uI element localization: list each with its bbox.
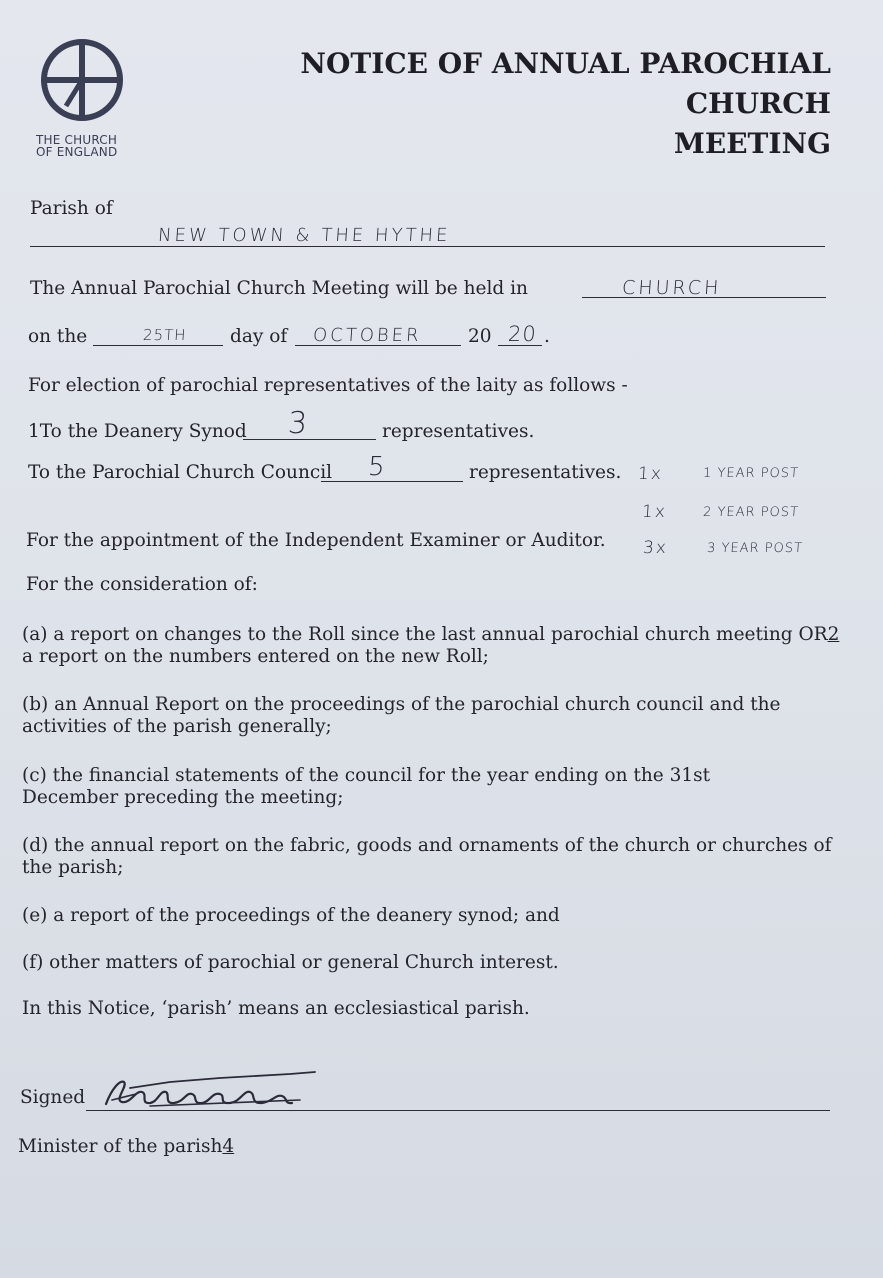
title-line2: MEETING (673, 127, 831, 160)
pcc-value[interactable]: 5 (366, 452, 389, 482)
church-cross-icon (36, 36, 128, 124)
handwritten-signature (100, 1070, 330, 1112)
deanery-underline (243, 439, 376, 440)
year-value[interactable]: 20 (507, 322, 538, 346)
day-of-label: day of (230, 326, 288, 347)
logo-text-line2: OF ENGLAND (36, 145, 118, 159)
consideration-item-d: (d) the annual report on the fabric, goods and ornaments of the church or churches of the parish; (22, 835, 832, 878)
year-prefix: 20 (468, 326, 492, 347)
day-value[interactable]: 25TH (142, 326, 188, 344)
signed-label: Signed (20, 1087, 86, 1108)
signature[interactable] (100, 1070, 330, 1112)
pcc-note-detail-2: 2 YEAR POST (702, 505, 800, 520)
consideration-item-b: (b) an Annual Report on the proceedings of the parochial church council and the activities of the parish generally; (22, 694, 781, 737)
held-in-label: The Annual Parochial Church Meeting will be held in (30, 278, 528, 299)
deanery-suffix: representatives. (382, 421, 535, 442)
day-underline (93, 345, 223, 346)
consideration-item-f: (f) other matters of parochial or general Church interest. (22, 952, 559, 973)
month-value[interactable]: OCTOBER (312, 325, 423, 346)
pcc-note-count-1: 1x (637, 464, 664, 484)
pcc-note-count-3: 3x (642, 538, 669, 558)
title-line1: NOTICE OF ANNUAL PAROCHIAL CHURCH (300, 47, 831, 120)
page-title (151, 44, 831, 164)
logo-text-line1: THE CHURCH (36, 133, 118, 147)
minister-text: Minister of the parish (18, 1136, 223, 1157)
pcc-label: To the Parochial Church Council (28, 462, 333, 483)
pcc-note-count-2: 1x (641, 502, 668, 522)
deanery-label: 1To the Deanery Synod (28, 421, 247, 442)
parish-value[interactable]: NEW TOWN & THE HYTHE (157, 225, 452, 246)
pcc-note-detail-1: 1 YEAR POST (702, 466, 800, 481)
pcc-underline (321, 481, 463, 482)
parish-definition: In this Notice, ‘parish’ means an ecclesiastical parish. (22, 998, 530, 1019)
minister-label (18, 1136, 234, 1157)
year-period: . (544, 326, 550, 347)
election-intro: For election of parochial representatives of the laity as follows - (28, 375, 628, 396)
item-a-note: 2 (827, 624, 840, 645)
consideration-item-c: (c) the financial statements of the council for the year ending on the 31st December preceding the meeting; (22, 765, 711, 808)
consideration-intro: For the consideration of: (26, 574, 258, 595)
pcc-suffix: representatives. (469, 462, 622, 483)
appointment-text: For the appointment of the Independent Examiner or Auditor. (26, 530, 606, 551)
parish-label: Parish of (30, 198, 113, 219)
pcc-note-detail-3: 3 YEAR POST (706, 541, 804, 556)
item-a-text: (a) a report on changes to the Roll since the last annual parochial church meeting OR (22, 624, 828, 645)
minister-note: 4 (222, 1136, 235, 1157)
consideration-item-a (22, 624, 842, 668)
church-of-england-logo (36, 36, 136, 158)
consideration-item-e: (e) a report of the proceedings of the deanery synod; and (22, 905, 560, 926)
deanery-value[interactable]: 3 (286, 406, 309, 441)
on-the-label: on the (28, 326, 88, 347)
item-a-tail: a report on the numbers entered on the new Roll; (22, 646, 489, 667)
parish-underline (30, 246, 825, 247)
held-in-value[interactable]: CHURCH (621, 277, 723, 299)
